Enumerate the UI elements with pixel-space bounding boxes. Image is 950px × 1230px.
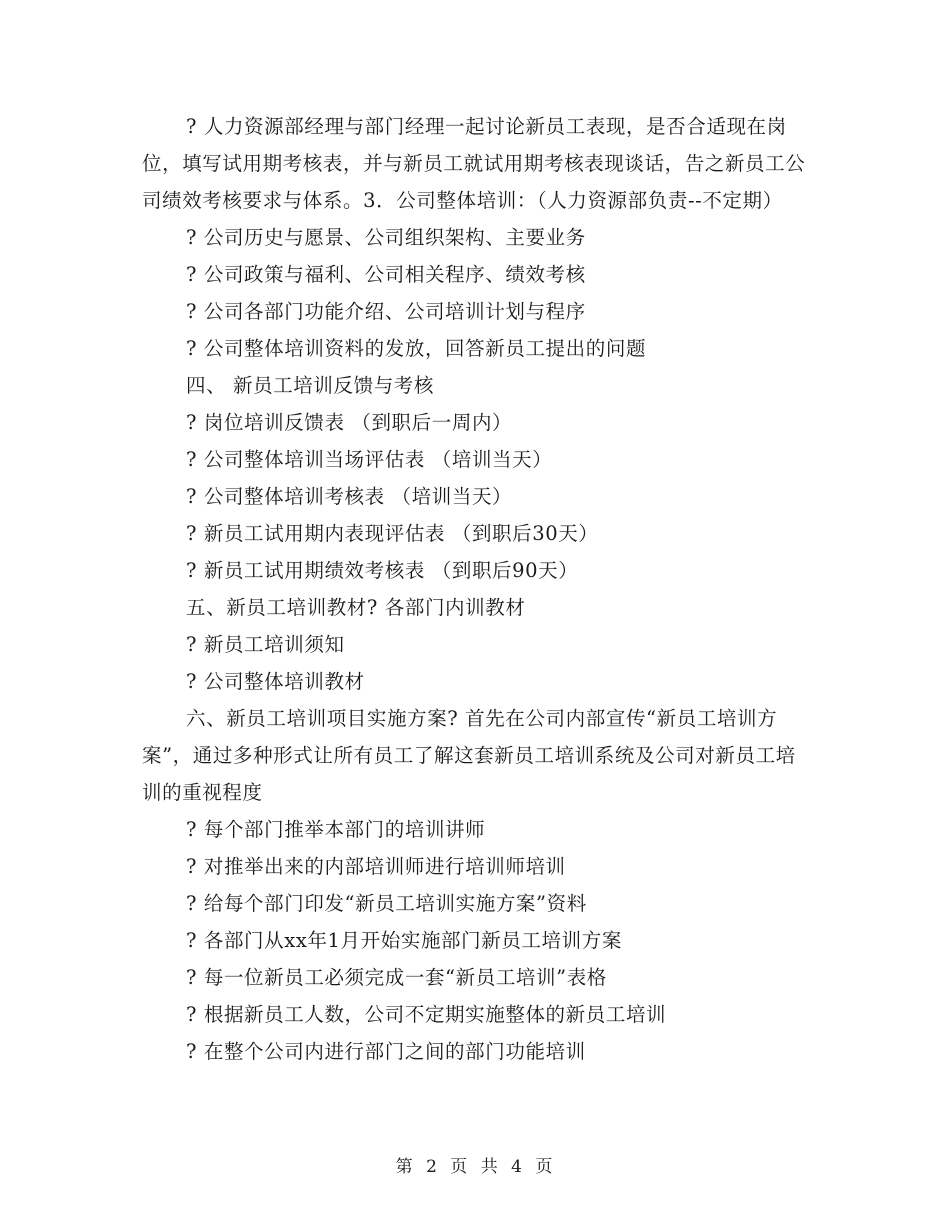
- paragraph-16: ? 每个部门推举本部门的培训讲师: [186, 818, 486, 841]
- section-heading-6: 六、新员工培训项目实施方案? 首先在公司内部宣传“新员工培训方案”，通过多种形式让所有员工了解这套新员工培训系统及公司对新员工培训的重视程度: [142, 707, 796, 804]
- section-heading-4: 四、 新员工培训反馈与考核: [186, 374, 434, 397]
- paragraph-5: ? 公司整体培训资料的发放，回答新员工提出的问题: [186, 337, 647, 360]
- paragraph-4: ? 公司各部门功能介绍、公司培训计划与程序: [186, 300, 586, 323]
- paragraph-1: ? 人力资源部经理与部门经理一起讨论新员工表现，是否合适现在岗位，填写试用期考核表，并与新员工就试用期考核表现谈话，告之新员工公司绩效考核要求与体系。3．公司整体培训：（人力资源部负责--不定期）: [142, 115, 806, 212]
- paragraph-3: ? 公司政策与福利、公司相关程序、绩效考核: [186, 263, 586, 286]
- paragraph-20: ? 每一位新员工必须完成一套“新员工培训”表格: [186, 966, 607, 989]
- paragraph-7: ? 岗位培训反馈表 （到职后一周内）: [186, 411, 513, 434]
- paragraph-17: ? 对推举出来的内部培训师进行培训师培训: [186, 855, 566, 878]
- paragraph-8: ? 公司整体培训当场评估表 （培训当天）: [186, 448, 553, 471]
- paragraph-10: ? 新员工试用期内表现评估表 （到职后30天）: [186, 522, 599, 545]
- paragraph-18: ? 给每个部门印发“新员工培训实施方案”资料: [186, 892, 587, 915]
- paragraph-9: ? 公司整体培训考核表 （培训当天）: [186, 485, 513, 508]
- paragraph-14: ? 公司整体培训教材: [186, 670, 365, 693]
- paragraph-22: ? 在整个公司内进行部门之间的部门功能培训: [186, 1040, 586, 1063]
- paragraph-19: ? 各部门从xx年1月开始实施部门新员工培训方案: [186, 929, 622, 952]
- paragraph-11: ? 新员工试用期绩效考核表 （到职后90天）: [186, 559, 579, 582]
- paragraph-13: ? 新员工培训须知: [186, 633, 345, 656]
- paragraph-2: ? 公司历史与愿景、公司组织架构、主要业务: [186, 226, 586, 249]
- paragraph-21: ? 根据新员工人数，公司不定期实施整体的新员工培训: [186, 1003, 667, 1026]
- document-body: [142, 108, 806, 1070]
- page-number-footer: 第 2 页 共 4 页: [395, 1157, 555, 1177]
- section-heading-5: 五、新员工培训教材? 各部门内训教材: [186, 596, 526, 619]
